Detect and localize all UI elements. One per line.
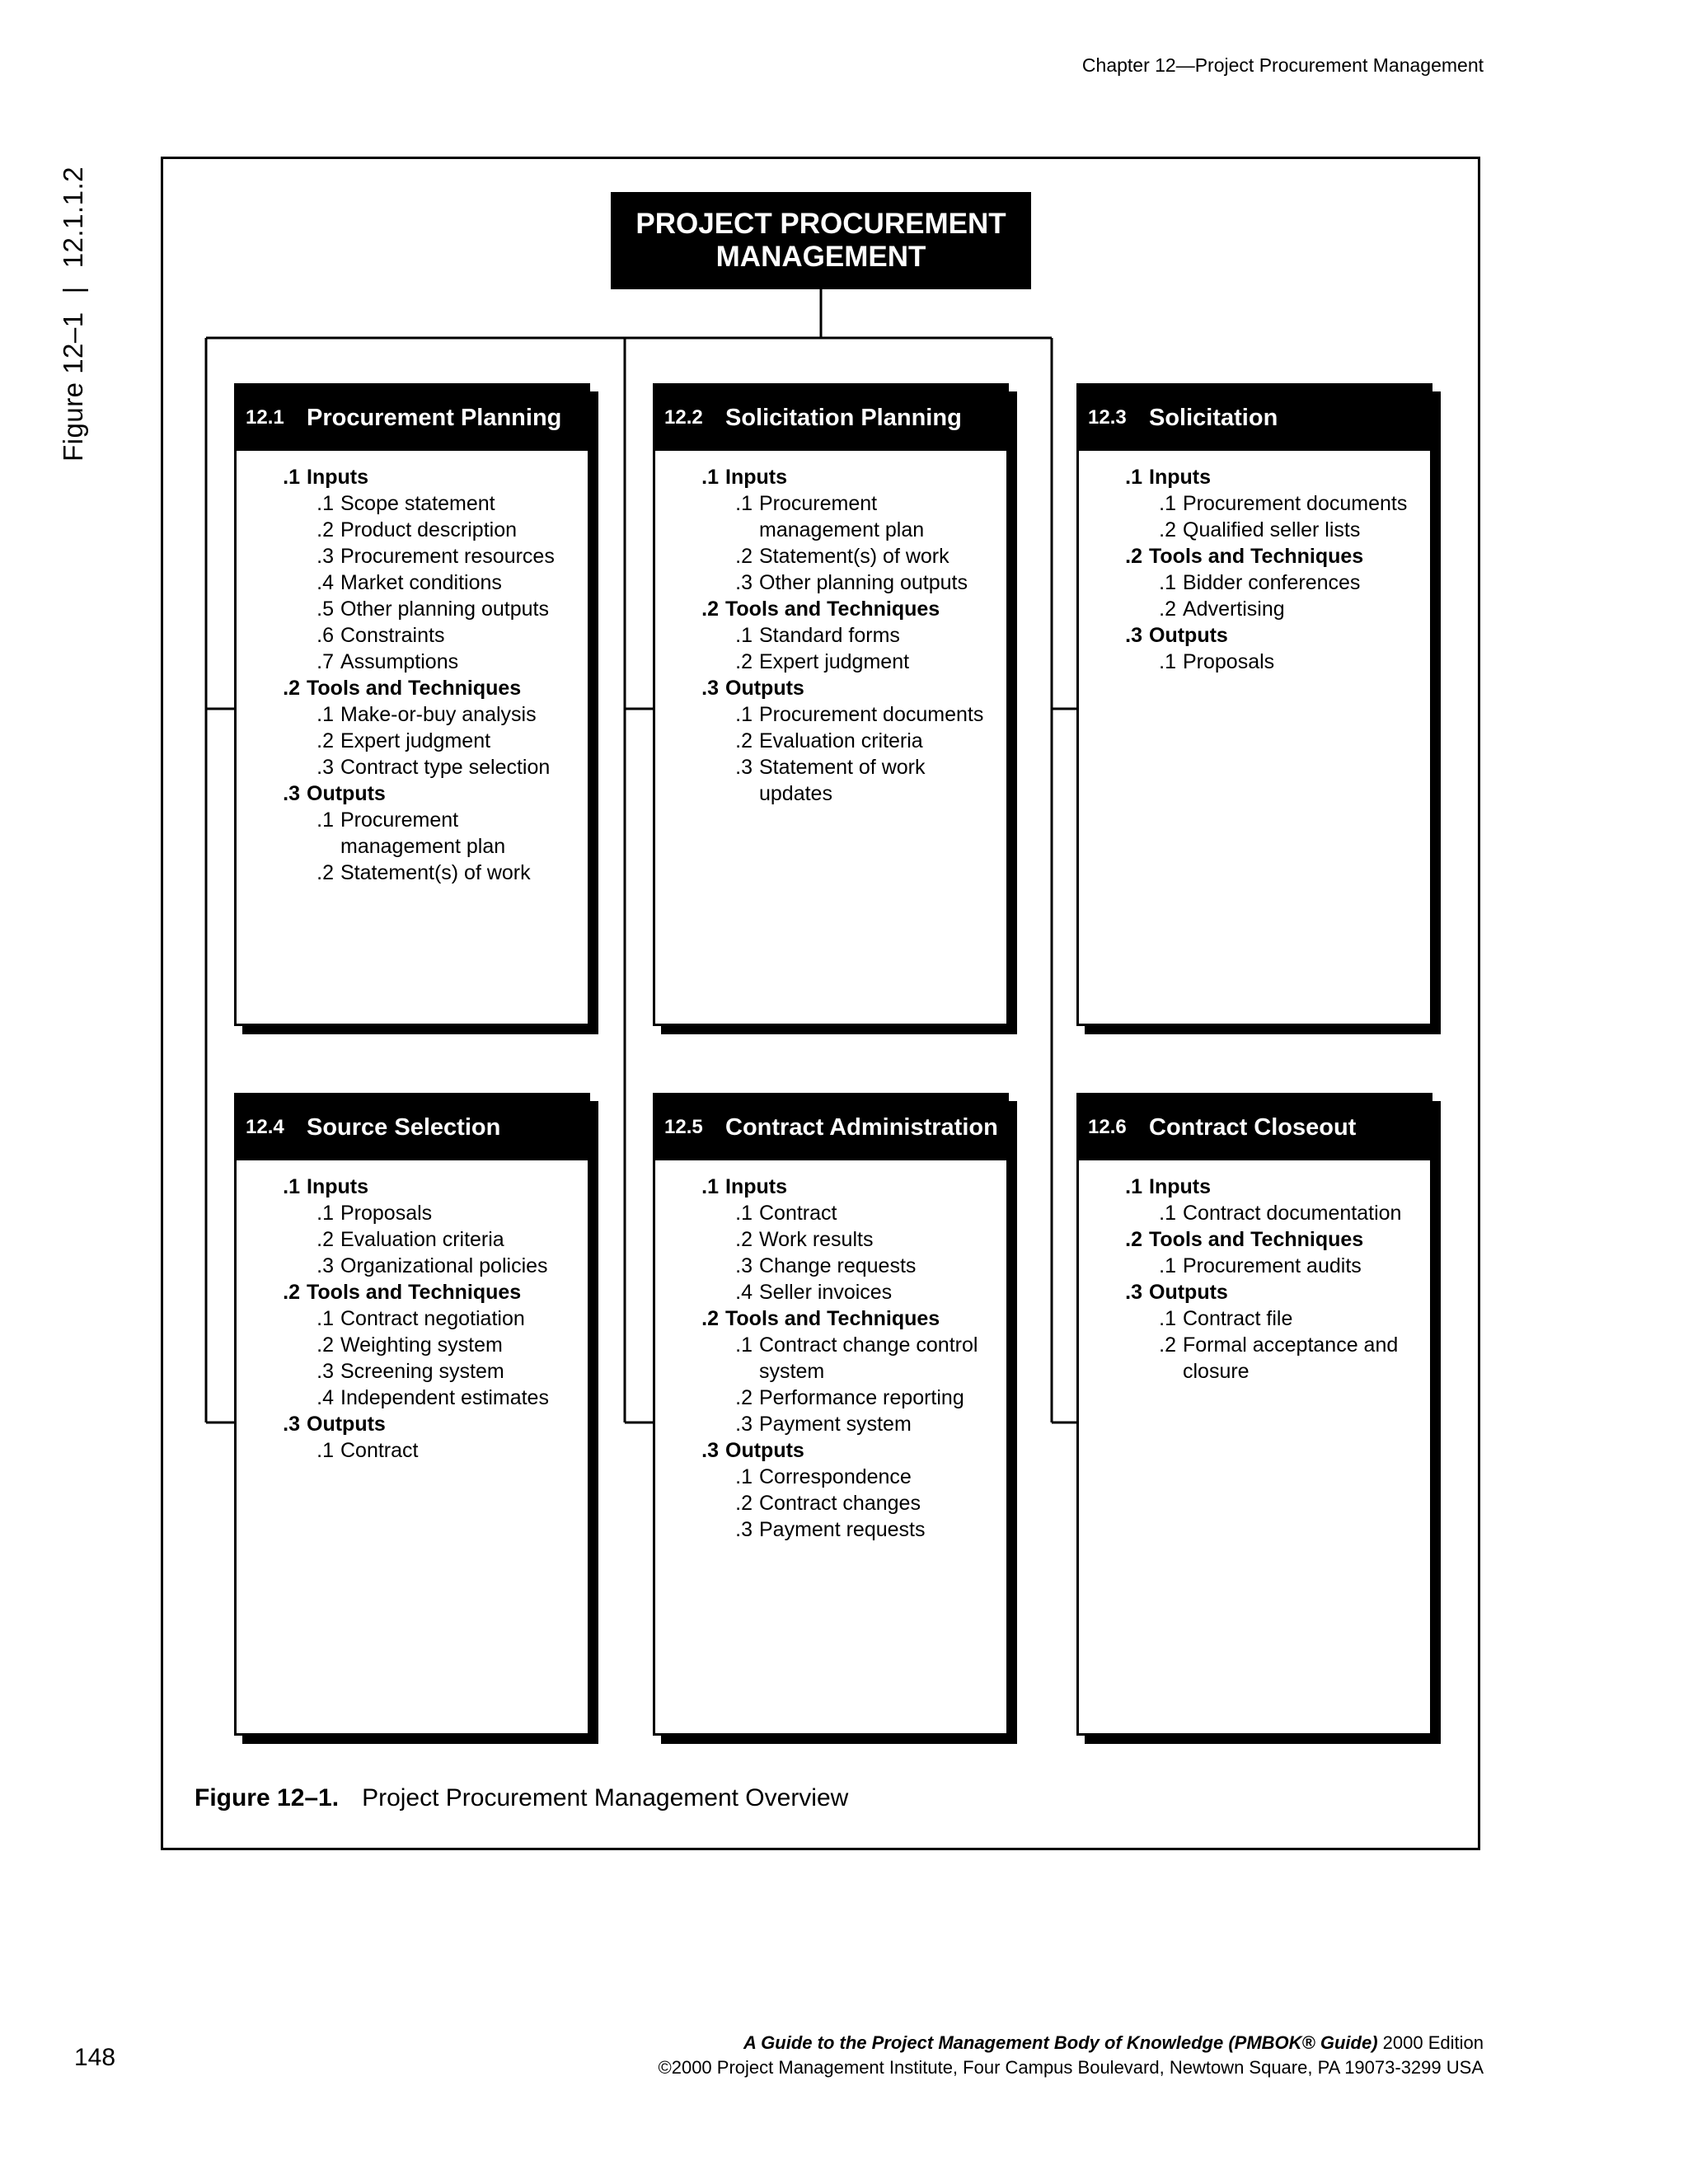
list-item bbox=[655, 1516, 1006, 1543]
item-number: .2 bbox=[316, 861, 334, 884]
item-number: .1 bbox=[1159, 571, 1176, 594]
item-text: Change requests bbox=[759, 1254, 917, 1277]
section-heading bbox=[1079, 464, 1430, 490]
list-item bbox=[237, 754, 588, 780]
caption-label: Figure 12–1. bbox=[195, 1784, 340, 1811]
list-item bbox=[655, 1200, 1006, 1226]
list-item bbox=[1079, 1305, 1430, 1332]
item-number: .2 bbox=[316, 518, 334, 541]
section-label: Tools and Techniques bbox=[307, 1281, 522, 1304]
footer-guide-title: A Guide to the Project Management Body of Knowledge (PMBOK® Guide) bbox=[743, 2032, 1378, 2053]
section-heading bbox=[655, 1174, 1006, 1200]
item-text: Contract file bbox=[1183, 1307, 1293, 1330]
list-item bbox=[237, 1200, 588, 1226]
list-item bbox=[655, 649, 1006, 675]
process-body bbox=[1079, 1160, 1430, 1385]
section-number: .2 bbox=[701, 598, 719, 621]
process-body bbox=[655, 451, 1006, 807]
list-item bbox=[237, 1332, 588, 1358]
item-text: Procurement audits bbox=[1183, 1254, 1362, 1277]
process-title: Source Selection bbox=[307, 1113, 501, 1141]
list-item bbox=[237, 490, 588, 517]
item-text: Proposals bbox=[1183, 650, 1275, 673]
item-text: Expert judgment bbox=[759, 650, 910, 673]
list-item bbox=[655, 1279, 1006, 1305]
process-box-12-6 bbox=[1076, 1093, 1432, 1736]
section-heading bbox=[1079, 1279, 1430, 1305]
section-number: .3 bbox=[701, 677, 719, 700]
list-item bbox=[655, 728, 1006, 754]
section-label: Inputs bbox=[725, 466, 787, 489]
section-heading bbox=[655, 1305, 1006, 1332]
list-item bbox=[237, 1385, 588, 1411]
section-label: Inputs bbox=[1149, 1175, 1211, 1198]
item-number: .1 bbox=[1159, 650, 1176, 673]
list-item bbox=[237, 622, 588, 649]
caption-text: Project Procurement Management Overview bbox=[362, 1784, 849, 1811]
section-number: .2 bbox=[701, 1307, 719, 1330]
process-header bbox=[236, 385, 588, 451]
footer-copyright: ©2000 Project Management Institute, Four Campus Boulevard, Newtown Square, PA 19073-3299 USA bbox=[658, 2057, 1484, 2078]
list-item bbox=[655, 1226, 1006, 1253]
list-item bbox=[655, 754, 1006, 807]
section-number: .3 bbox=[1125, 1281, 1142, 1304]
process-box-12-3 bbox=[1076, 383, 1432, 1026]
item-number: .2 bbox=[316, 1228, 334, 1251]
process-number: 12.6 bbox=[1088, 1116, 1127, 1138]
list-item bbox=[655, 1490, 1006, 1516]
section-label: Outputs bbox=[1149, 624, 1228, 647]
list-item bbox=[655, 622, 1006, 649]
process-header bbox=[654, 385, 1007, 451]
list-item bbox=[1079, 517, 1430, 543]
section-heading bbox=[237, 1411, 588, 1437]
process-number: 12.1 bbox=[246, 406, 284, 429]
item-number: .2 bbox=[1159, 598, 1176, 621]
section-label: Tools and Techniques bbox=[307, 677, 522, 700]
section-heading bbox=[1079, 622, 1430, 649]
item-text: Scope statement bbox=[340, 492, 495, 515]
section-number: .1 bbox=[1125, 1175, 1142, 1198]
item-text: Assumptions bbox=[340, 650, 459, 673]
section-number: .3 bbox=[283, 782, 300, 805]
process-body bbox=[237, 1160, 588, 1464]
list-item bbox=[237, 1253, 588, 1279]
section-number: .2 bbox=[283, 677, 300, 700]
process-body bbox=[1079, 451, 1430, 675]
item-text: Procurement documents bbox=[759, 703, 984, 726]
section-heading bbox=[655, 675, 1006, 701]
section-number: .1 bbox=[283, 466, 300, 489]
item-text: Contract documentation bbox=[1183, 1202, 1402, 1225]
item-text: Constraints bbox=[340, 624, 445, 647]
item-text: Expert judgment bbox=[340, 729, 491, 752]
process-number: 12.3 bbox=[1088, 406, 1127, 429]
item-number: .1 bbox=[316, 703, 334, 726]
item-number: .1 bbox=[316, 808, 334, 832]
footer-guide-line bbox=[743, 2032, 1484, 2054]
item-number: .3 bbox=[735, 1413, 753, 1436]
section-heading bbox=[655, 1437, 1006, 1464]
process-title: Procurement Planning bbox=[307, 404, 562, 431]
process-body bbox=[655, 1160, 1006, 1543]
figure-caption bbox=[195, 1784, 848, 1812]
side-section-number: 12.1.1.2 bbox=[58, 166, 88, 269]
list-item bbox=[237, 1305, 588, 1332]
item-number: .4 bbox=[316, 571, 334, 594]
item-text: Qualified seller lists bbox=[1183, 518, 1361, 541]
list-item bbox=[655, 569, 1006, 596]
section-number: .1 bbox=[701, 466, 719, 489]
process-title: Solicitation bbox=[1149, 404, 1278, 431]
list-item bbox=[1079, 490, 1430, 517]
list-item bbox=[1079, 1200, 1430, 1226]
section-label: Tools and Techniques bbox=[1149, 1228, 1364, 1251]
item-text: Contract change control system bbox=[759, 1333, 978, 1383]
item-text: Statement(s) of work bbox=[759, 545, 950, 568]
item-text: Statement of work updates bbox=[759, 756, 926, 805]
item-text: Standard forms bbox=[759, 624, 900, 647]
list-item bbox=[237, 1226, 588, 1253]
section-heading bbox=[1079, 543, 1430, 569]
side-figure-number: Figure 12–1 bbox=[58, 312, 88, 462]
item-text: Contract type selection bbox=[340, 756, 551, 779]
section-label: Tools and Techniques bbox=[725, 1307, 940, 1330]
section-heading bbox=[237, 464, 588, 490]
item-number: .3 bbox=[316, 756, 334, 779]
item-number: .7 bbox=[316, 650, 334, 673]
list-item bbox=[1079, 1332, 1430, 1385]
section-number: .3 bbox=[283, 1413, 300, 1436]
item-text: Contract bbox=[759, 1202, 837, 1225]
list-item bbox=[237, 649, 588, 675]
item-number: .3 bbox=[735, 571, 753, 594]
list-item bbox=[237, 701, 588, 728]
item-text: Product description bbox=[340, 518, 518, 541]
item-text: Formal acceptance and closure bbox=[1183, 1333, 1399, 1383]
list-item bbox=[1079, 596, 1430, 622]
item-number: .2 bbox=[735, 1228, 753, 1251]
item-text: Market conditions bbox=[340, 571, 502, 594]
process-title: Solicitation Planning bbox=[725, 404, 962, 431]
item-number: .3 bbox=[735, 1254, 753, 1277]
item-text: Procurement management plan bbox=[759, 492, 925, 541]
process-title: Contract Administration bbox=[725, 1113, 998, 1141]
section-heading bbox=[237, 1174, 588, 1200]
process-number: 12.5 bbox=[664, 1116, 703, 1138]
item-text: Procurement resources bbox=[340, 545, 555, 568]
list-item bbox=[237, 569, 588, 596]
item-number: .1 bbox=[1159, 1202, 1176, 1225]
list-item bbox=[655, 1464, 1006, 1490]
section-heading bbox=[1079, 1174, 1430, 1200]
section-label: Inputs bbox=[725, 1175, 787, 1198]
item-text: Contract changes bbox=[759, 1492, 921, 1515]
section-number: .2 bbox=[1125, 545, 1142, 568]
item-text: Contract negotiation bbox=[340, 1307, 525, 1330]
process-box-12-1 bbox=[234, 383, 590, 1026]
item-number: .2 bbox=[316, 729, 334, 752]
section-number: .3 bbox=[1125, 624, 1142, 647]
item-text: Independent estimates bbox=[340, 1386, 549, 1409]
process-box-12-5 bbox=[653, 1093, 1009, 1736]
section-label: Tools and Techniques bbox=[725, 598, 940, 621]
item-text: Screening system bbox=[340, 1360, 504, 1383]
item-text: Payment system bbox=[759, 1413, 912, 1436]
item-number: .1 bbox=[735, 1465, 753, 1488]
section-label: Inputs bbox=[307, 466, 368, 489]
page-number: 148 bbox=[74, 2044, 116, 2071]
list-item bbox=[237, 1437, 588, 1464]
item-text: Procurement management plan bbox=[340, 808, 506, 858]
item-number: .4 bbox=[735, 1281, 753, 1304]
section-heading bbox=[237, 780, 588, 807]
item-number: .1 bbox=[735, 624, 753, 647]
item-number: .1 bbox=[316, 1307, 334, 1330]
section-heading bbox=[237, 675, 588, 701]
item-number: .2 bbox=[735, 1492, 753, 1515]
item-text: Proposals bbox=[340, 1202, 433, 1225]
section-heading bbox=[1079, 1226, 1430, 1253]
section-label: Outputs bbox=[1149, 1281, 1228, 1304]
item-text: Bidder conferences bbox=[1183, 571, 1361, 594]
item-text: Other planning outputs bbox=[340, 598, 549, 621]
list-item bbox=[237, 543, 588, 569]
section-label: Inputs bbox=[307, 1175, 368, 1198]
item-number: .1 bbox=[1159, 492, 1176, 515]
item-number: .4 bbox=[316, 1386, 334, 1409]
item-text: Payment requests bbox=[759, 1518, 926, 1541]
item-number: .1 bbox=[735, 492, 753, 515]
section-number: .1 bbox=[1125, 466, 1142, 489]
item-text: Statement(s) of work bbox=[340, 861, 531, 884]
list-item bbox=[655, 701, 1006, 728]
process-header bbox=[236, 1094, 588, 1160]
section-label: Outputs bbox=[307, 782, 386, 805]
item-number: .1 bbox=[316, 1202, 334, 1225]
process-box-12-4 bbox=[234, 1093, 590, 1736]
item-number: .3 bbox=[735, 756, 753, 779]
item-number: .2 bbox=[735, 545, 753, 568]
item-number: .2 bbox=[735, 729, 753, 752]
process-title: Contract Closeout bbox=[1149, 1113, 1357, 1141]
item-text: Advertising bbox=[1183, 598, 1285, 621]
process-header bbox=[654, 1094, 1007, 1160]
process-number: 12.4 bbox=[246, 1116, 284, 1138]
section-label: Outputs bbox=[725, 1439, 804, 1462]
item-number: .2 bbox=[316, 1333, 334, 1357]
list-item bbox=[1079, 649, 1430, 675]
section-label: Tools and Techniques bbox=[1149, 545, 1364, 568]
section-label: Outputs bbox=[725, 677, 804, 700]
item-number: .1 bbox=[316, 1439, 334, 1462]
item-number: .1 bbox=[1159, 1307, 1176, 1330]
list-item bbox=[655, 1253, 1006, 1279]
item-text: Weighting system bbox=[340, 1333, 503, 1357]
section-heading bbox=[655, 464, 1006, 490]
item-number: .1 bbox=[316, 492, 334, 515]
item-text: Contract bbox=[340, 1439, 419, 1462]
top-box-line1: PROJECT PROCUREMENT bbox=[635, 208, 1006, 240]
list-item bbox=[237, 1358, 588, 1385]
item-text: Procurement documents bbox=[1183, 492, 1408, 515]
item-number: .1 bbox=[1159, 1254, 1176, 1277]
list-item bbox=[655, 1332, 1006, 1385]
item-number: .1 bbox=[735, 703, 753, 726]
list-item bbox=[1079, 569, 1430, 596]
item-text: Make-or-buy analysis bbox=[340, 703, 537, 726]
item-number: .5 bbox=[316, 598, 334, 621]
list-item bbox=[237, 517, 588, 543]
section-label: Inputs bbox=[1149, 466, 1211, 489]
item-text: Work results bbox=[759, 1228, 874, 1251]
item-number: .2 bbox=[1159, 1333, 1176, 1357]
section-number: .3 bbox=[701, 1439, 719, 1462]
item-number: .3 bbox=[735, 1518, 753, 1541]
section-label: Outputs bbox=[307, 1413, 386, 1436]
running-head: Chapter 12—Project Procurement Management bbox=[1081, 54, 1484, 76]
section-heading bbox=[237, 1279, 588, 1305]
section-number: .2 bbox=[1125, 1228, 1142, 1251]
item-number: .2 bbox=[1159, 518, 1176, 541]
item-number: .2 bbox=[735, 1386, 753, 1409]
item-number: .2 bbox=[735, 650, 753, 673]
process-header bbox=[1078, 1094, 1431, 1160]
list-item bbox=[655, 490, 1006, 543]
process-number: 12.2 bbox=[664, 406, 703, 429]
list-item bbox=[237, 860, 588, 886]
project-procurement-management-box bbox=[611, 192, 1031, 289]
item-text: Correspondence bbox=[759, 1465, 912, 1488]
list-item bbox=[237, 807, 588, 860]
section-number: .2 bbox=[283, 1281, 300, 1304]
item-number: .6 bbox=[316, 624, 334, 647]
item-number: .1 bbox=[735, 1202, 753, 1225]
item-number: .3 bbox=[316, 1360, 334, 1383]
item-text: Evaluation criteria bbox=[340, 1228, 504, 1251]
process-body bbox=[237, 451, 588, 886]
process-header bbox=[1078, 385, 1431, 451]
item-number: .3 bbox=[316, 1254, 334, 1277]
top-box-line2: MANAGEMENT bbox=[715, 241, 926, 273]
item-number: .1 bbox=[735, 1333, 753, 1357]
side-label-separator: | bbox=[58, 286, 88, 294]
item-text: Other planning outputs bbox=[759, 571, 968, 594]
section-heading bbox=[655, 596, 1006, 622]
footer-edition: 2000 Edition bbox=[1382, 2032, 1484, 2053]
item-text: Seller invoices bbox=[759, 1281, 893, 1304]
item-number: .3 bbox=[316, 545, 334, 568]
item-text: Performance reporting bbox=[759, 1386, 964, 1409]
process-box-12-2 bbox=[653, 383, 1009, 1026]
list-item bbox=[237, 728, 588, 754]
item-text: Evaluation criteria bbox=[759, 729, 923, 752]
list-item bbox=[1079, 1253, 1430, 1279]
section-number: .1 bbox=[283, 1175, 300, 1198]
list-item bbox=[237, 596, 588, 622]
list-item bbox=[655, 1411, 1006, 1437]
list-item bbox=[655, 543, 1006, 569]
item-text: Organizational policies bbox=[340, 1254, 548, 1277]
section-number: .1 bbox=[701, 1175, 719, 1198]
list-item bbox=[655, 1385, 1006, 1411]
